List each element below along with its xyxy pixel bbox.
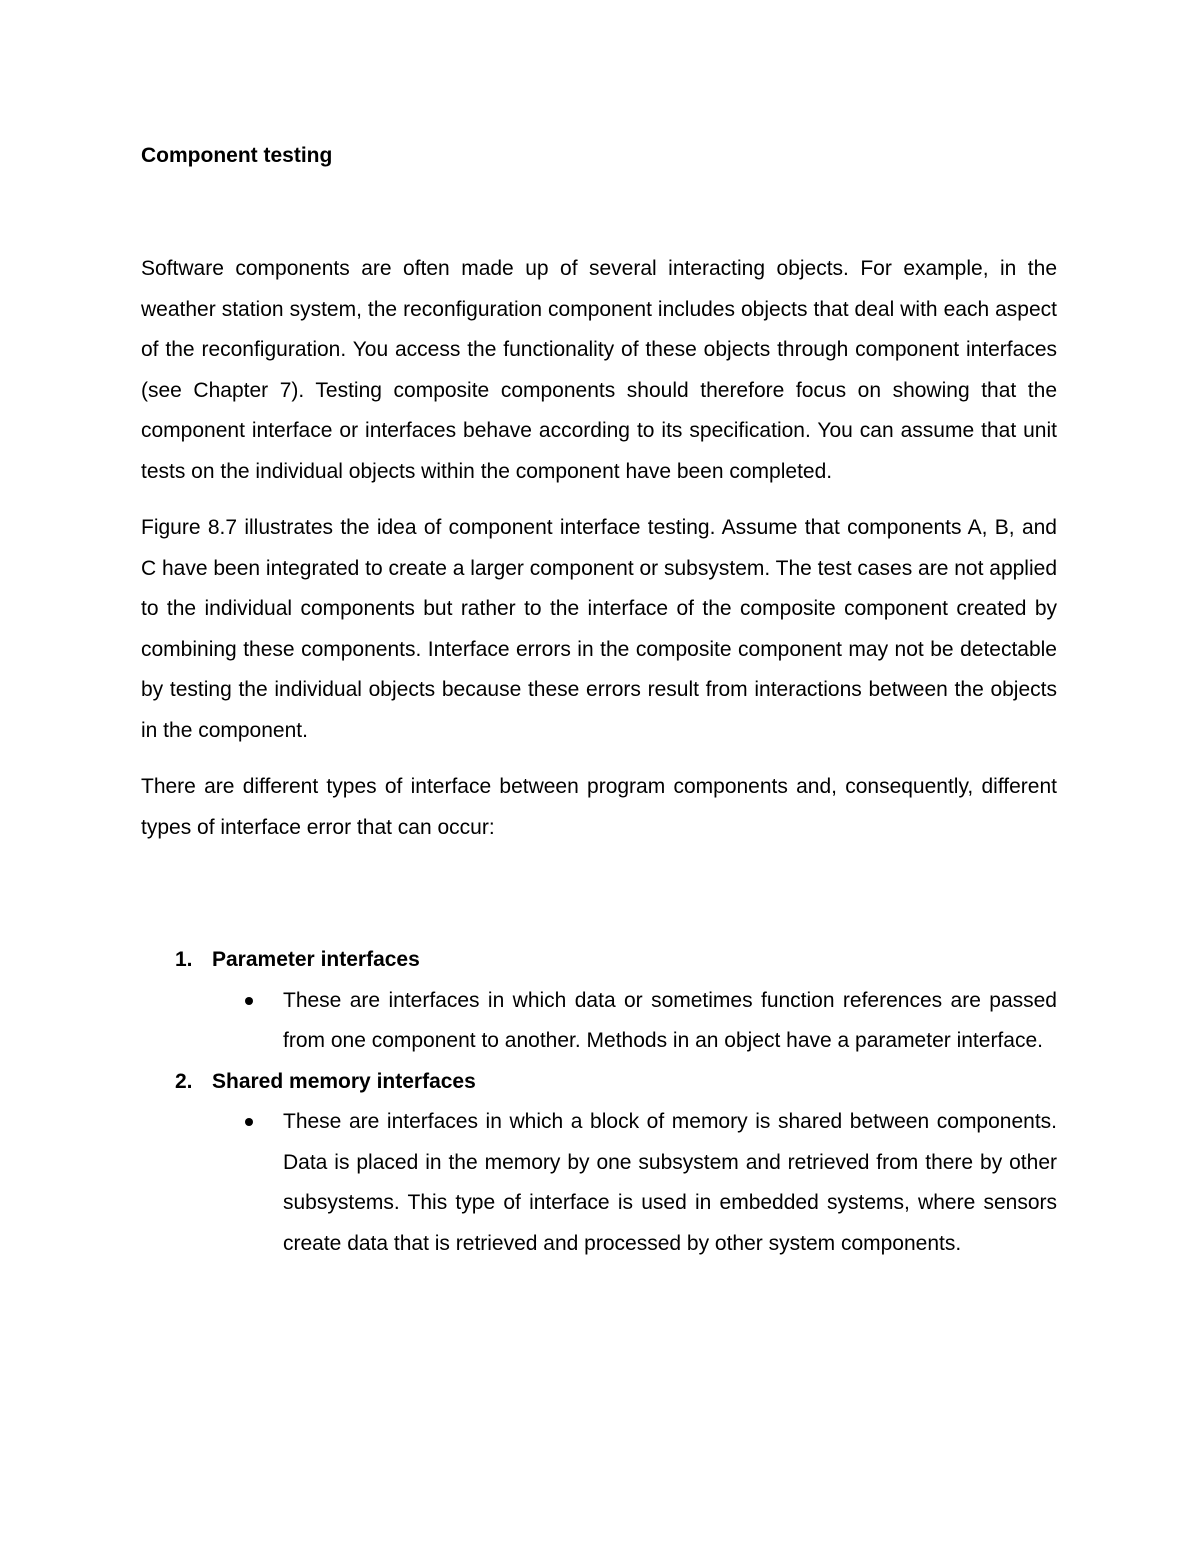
list-item-shared-memory-interfaces [141, 1062, 1057, 1265]
bullet-text: These are interfaces in which a block of memory is shared between components. Data is placed in the memory by one subsystem and retrieved from there by other subsystems. This type of interface is used in embedded systems, where sensors create data that is retrieved and processed by other system components. [283, 1110, 1057, 1255]
bullet-list [212, 981, 1057, 1062]
list-item-heading: Parameter interfaces [212, 948, 420, 971]
list-item-number: 2. [175, 1069, 193, 1093]
list-item-number: 1. [175, 948, 193, 971]
document-title: Component testing [141, 144, 333, 167]
bullet-icon [245, 997, 253, 1005]
paragraph-interface-testing: Figure 8.7 illustrates the idea of component interface testing. Assume that components A, B, and C have been integrated to create a larger component or subsystem. The test cases are not applied to the individual components but rather to the interface of the composite component created by combining these components. Interface errors in the composite component may not be detectable by testing the individual objects because these errors result from interactions between the objects in the component. [141, 516, 1057, 742]
list-item-heading: Shared memory interfaces [212, 1069, 476, 1093]
document-page [141, 138, 1057, 1264]
paragraph-component-objects: Software components are often made up of several interacting objects. For example, in the weather station system, the reconfiguration component includes objects that deal with each aspect of the reconfiguration. You access the functionality of these objects through component interfaces (see Chapter 7). Testing composite components should therefore focus on showing that the component interface or interfaces behave according to its specification. You can assume that unit tests on the individual objects within the component have been completed. [141, 257, 1057, 483]
list-item-parameter-interfaces [141, 940, 1057, 1062]
bullet-list [212, 1102, 1057, 1264]
interface-types-list [141, 940, 1057, 1264]
bullet-item [212, 981, 1057, 1062]
bullet-icon [245, 1118, 253, 1126]
bullet-text: These are interfaces in which data or sometimes function references are passed from one component to another. Methods in an object have a parameter interface. [283, 988, 1057, 1052]
paragraph-interface-types: There are different types of interface between program components and, consequently, different types of interface error that can occur: [141, 775, 1057, 839]
bullet-item [212, 1102, 1057, 1264]
